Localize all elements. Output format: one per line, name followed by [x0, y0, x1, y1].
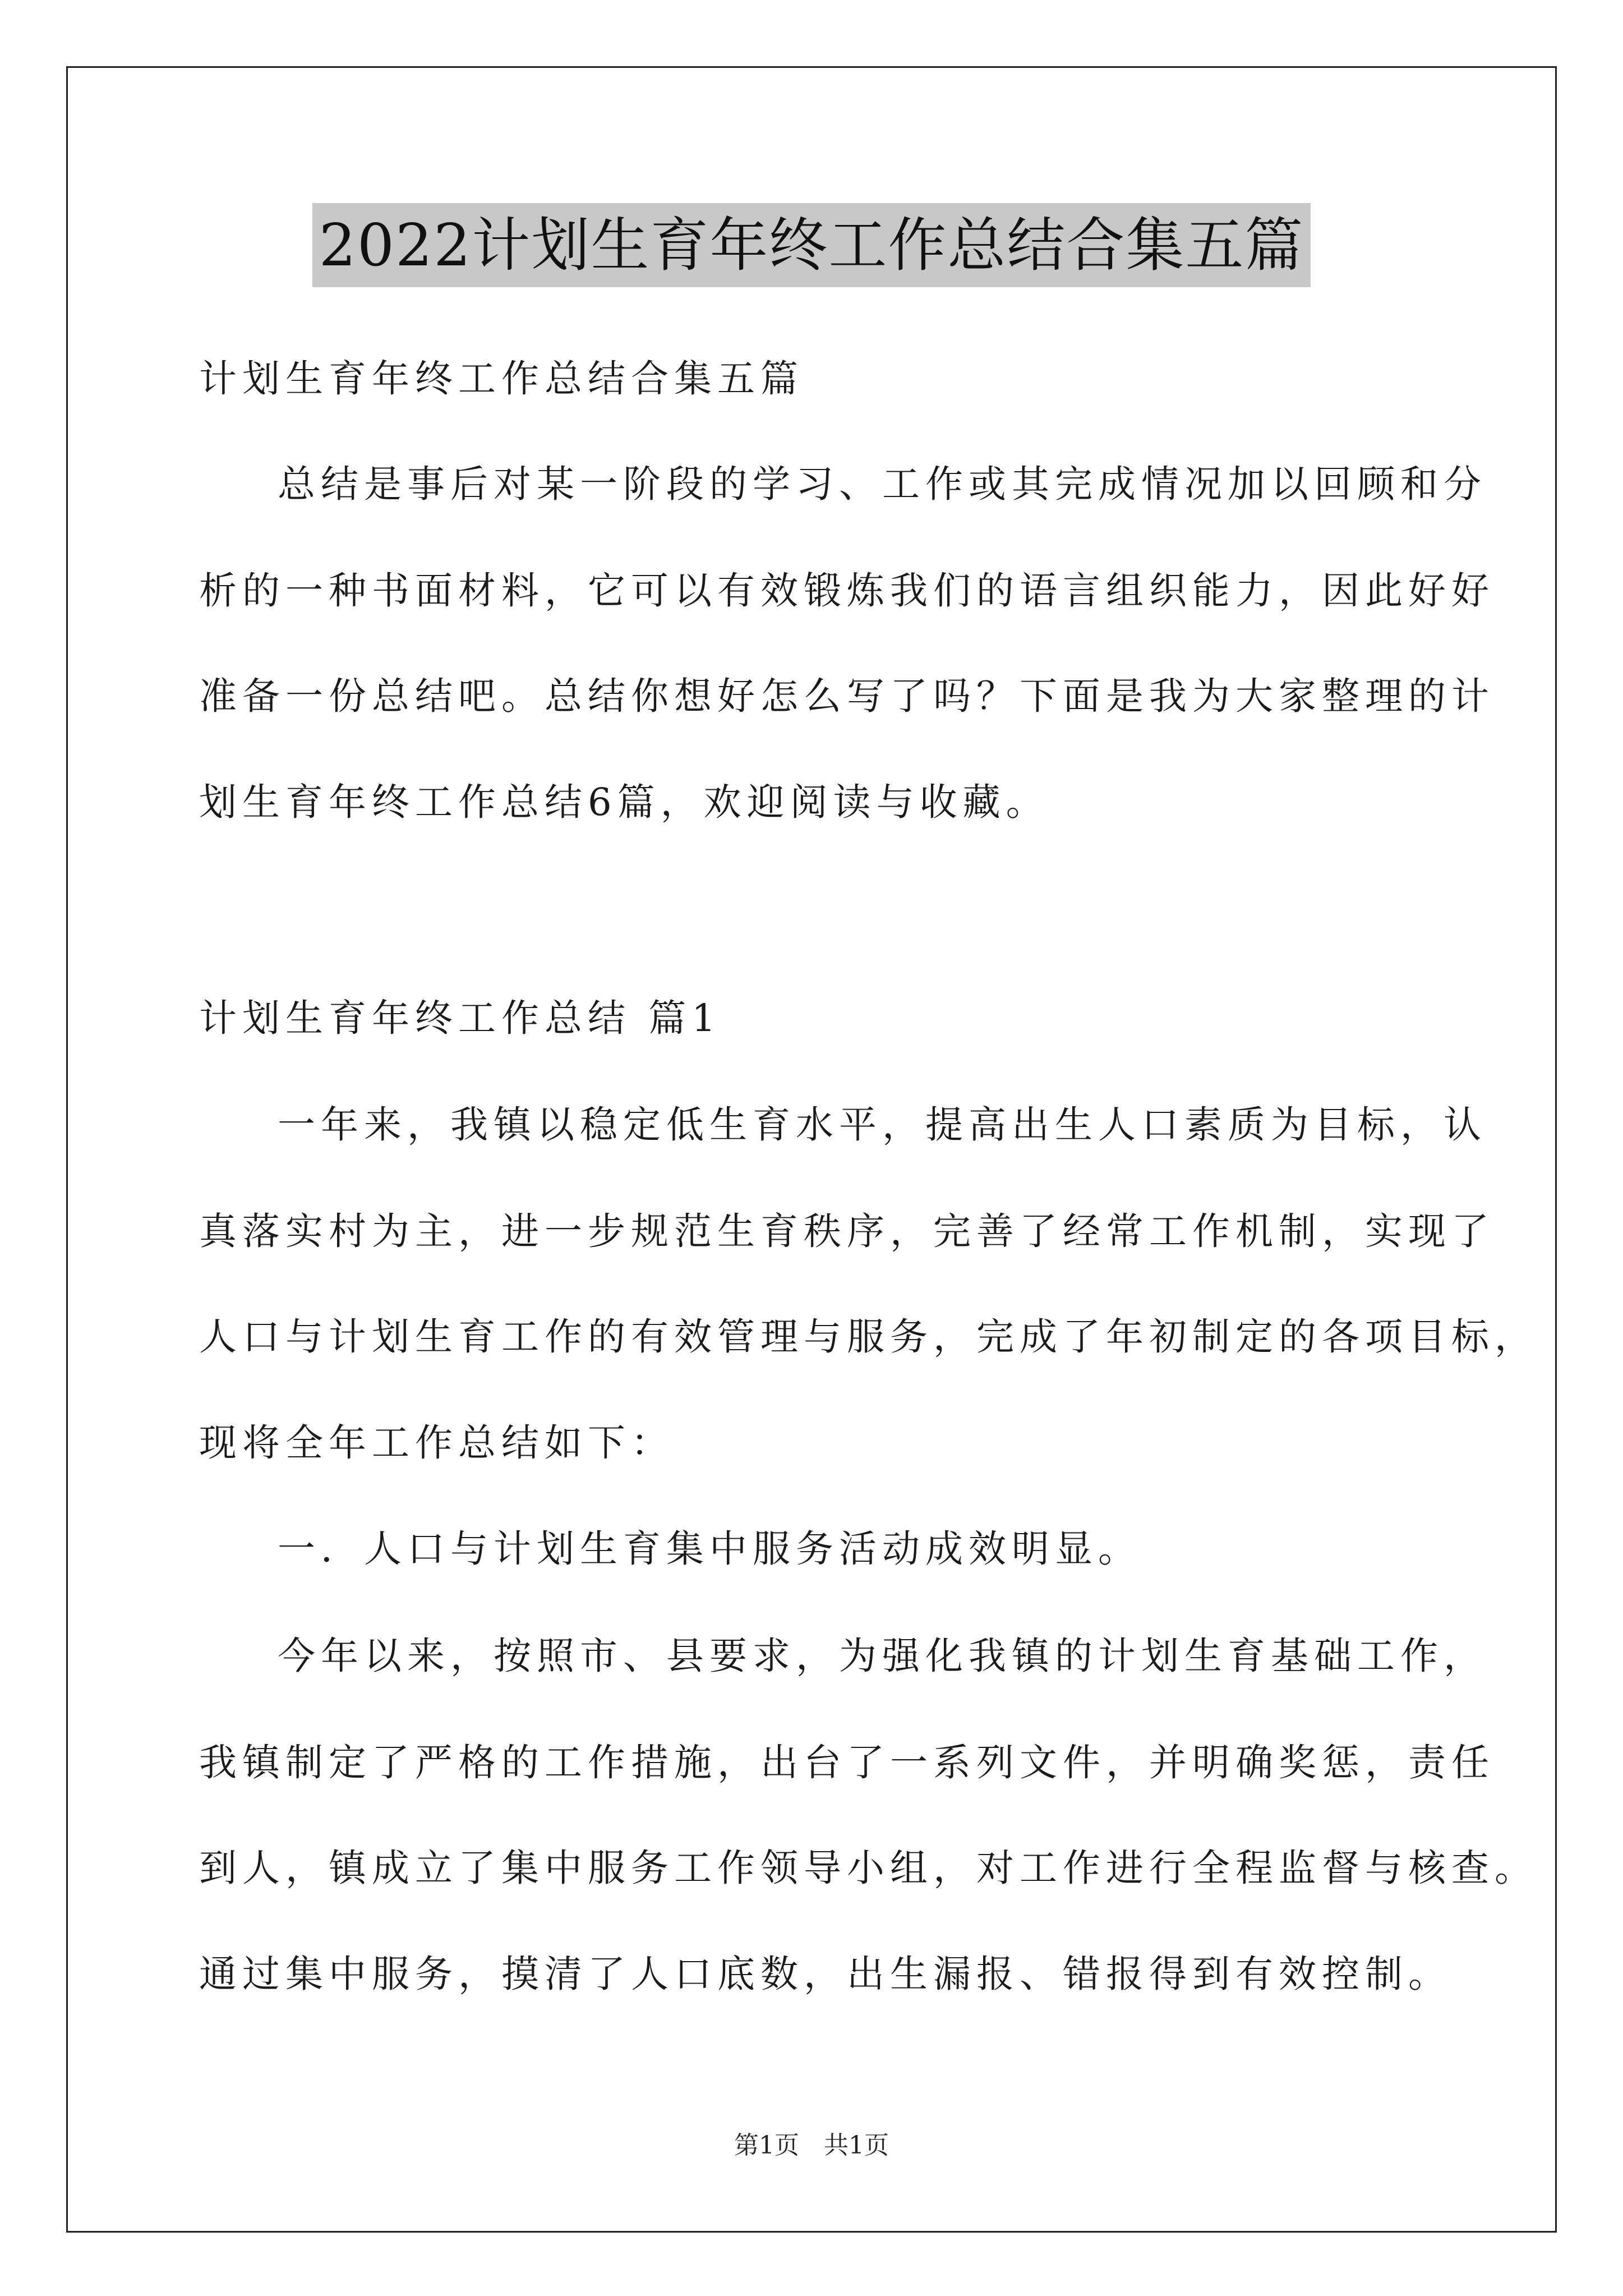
paragraph-line: 到人，镇成立了集中服务工作领导小组，对工作进行全程监督与核查。 — [199, 1846, 1538, 1890]
intro-line: 准备一份总结吧。总结你想好怎么写了吗？下面是我为大家整理的计 — [199, 674, 1495, 718]
document-subtitle: 计划生育年终工作总结合集五篇 — [199, 357, 804, 401]
section-heading: 计划生育年终工作总结 篇1 — [199, 996, 721, 1040]
paragraph-line: 现将全年工作总结如下： — [199, 1421, 674, 1465]
paragraph-line: 今年以来，按照市、县要求，为强化我镇的计划生育基础工作， — [278, 1634, 1487, 1678]
paragraph-line: 真落实村为主，进一步规范生育秩序，完善了经常工作机制，实现了 — [199, 1209, 1495, 1253]
page-footer: 第1页 共1页 — [734, 2131, 889, 2160]
intro-line: 析的一种书面材料，它可以有效锻炼我们的语言组织能力，因此好好 — [199, 569, 1495, 613]
title-container — [0, 203, 1623, 287]
paragraph-line: 一年来，我镇以稳定低生育水平，提高出生人口素质为目标，认 — [278, 1103, 1487, 1147]
paragraph-line: 人口与计划生育工作的有效管理与服务，完成了年初制定的各项目标， — [199, 1315, 1538, 1359]
paragraph-line: 通过集中服务，摸清了人口底数，出生漏报、错报得到有效控制。 — [199, 1952, 1451, 1996]
subheading: 一．人口与计划生育集中服务活动成效明显。 — [278, 1527, 1141, 1571]
intro-line: 总结是事后对某一阶段的学习、工作或其完成情况加以回顾和分 — [278, 462, 1487, 506]
intro-line: 划生育年终工作总结6篇，欢迎阅读与收藏。 — [199, 780, 1049, 824]
paragraph-line: 我镇制定了严格的工作措施，出台了一系列文件，并明确奖惩，责任 — [199, 1741, 1495, 1784]
document-title: 2022计划生育年终工作总结合集五篇 — [312, 203, 1311, 287]
